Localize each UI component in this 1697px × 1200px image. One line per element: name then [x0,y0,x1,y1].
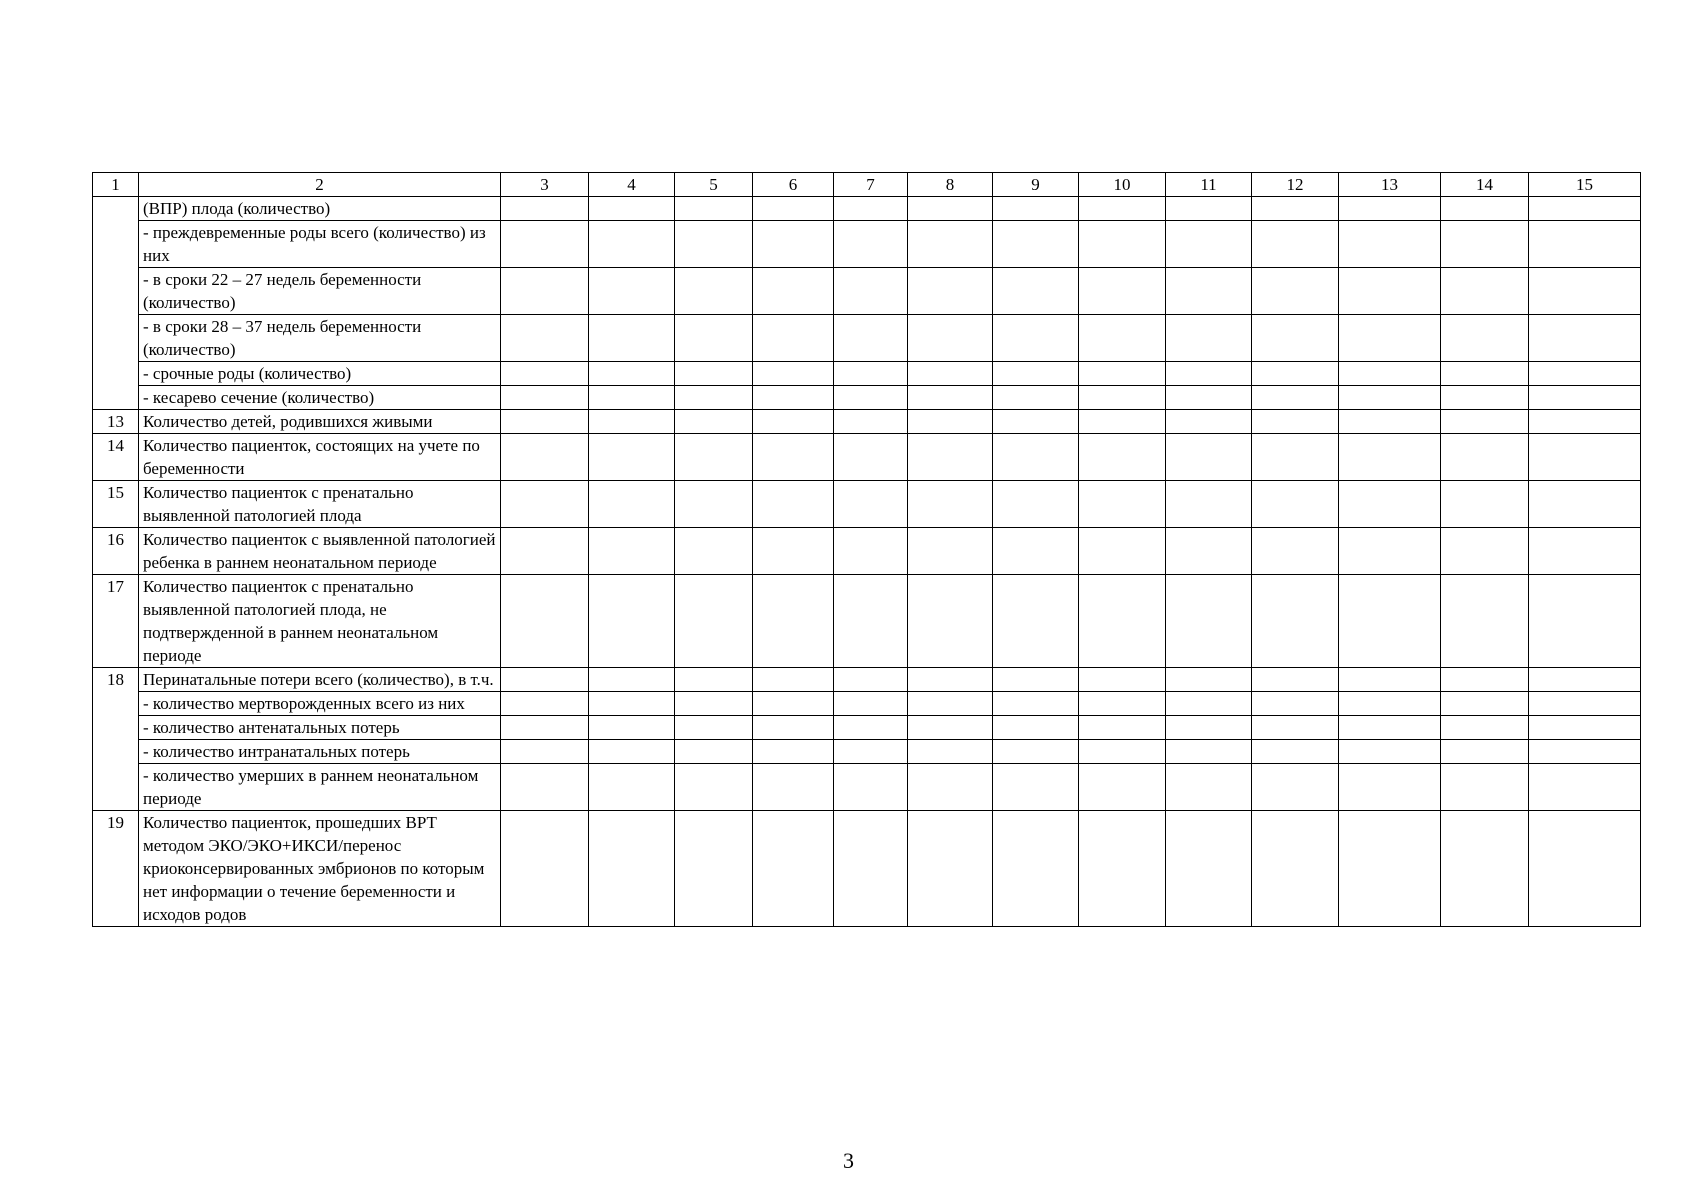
data-cell-col-9[interactable] [993,268,1079,315]
data-cell-col-15[interactable] [1529,221,1641,268]
row-label-cell: - количество интранатальных потерь [139,740,501,764]
data-cell-col-5[interactable] [675,481,753,528]
data-cell-col-4[interactable] [589,692,675,716]
row-number-cell: 19 [93,811,139,927]
data-cell-col-13[interactable] [1339,764,1441,811]
row-label-cell: - кесарево сечение (количество) [139,386,501,410]
data-cell-col-12[interactable] [1252,481,1339,528]
data-cell-col-12[interactable] [1252,764,1339,811]
data-cell-col-8[interactable] [908,268,993,315]
data-cell-col-4[interactable] [589,434,675,481]
data-cell-col-7[interactable] [834,528,908,575]
data-cell-col-5[interactable] [675,692,753,716]
data-cell-col-9[interactable] [993,764,1079,811]
data-cell-col-11[interactable] [1166,197,1252,221]
data-cell-col-14[interactable] [1441,811,1529,927]
data-cell-col-10[interactable] [1079,197,1166,221]
data-cell-col-8[interactable] [908,410,993,434]
data-cell-col-8[interactable] [908,740,993,764]
data-cell-col-6[interactable] [753,575,834,668]
data-cell-col-5[interactable] [675,386,753,410]
row-label-cell: Количество пациенток с пренатально выявленной патологией плода [139,481,501,528]
data-cell-col-6[interactable] [753,764,834,811]
page-number: 3 [843,1148,854,1173]
table-row [93,268,1641,315]
data-cell-col-3[interactable] [501,764,589,811]
row-label-cell: - срочные роды (количество) [139,362,501,386]
row-label-cell: - количество мертворожденных всего из них [139,692,501,716]
data-cell-col-4[interactable] [589,481,675,528]
data-cell-col-7[interactable] [834,764,908,811]
data-cell-col-9[interactable] [993,315,1079,362]
data-cell-col-3[interactable] [501,575,589,668]
data-cell-col-9[interactable] [993,811,1079,927]
header-row [93,173,1641,197]
data-cell-col-4[interactable] [589,668,675,692]
row-number-cell: 14 [93,434,139,481]
data-cell-col-12[interactable] [1252,434,1339,481]
data-cell-col-10[interactable] [1079,481,1166,528]
data-cell-col-11[interactable] [1166,410,1252,434]
data-cell-col-7[interactable] [834,386,908,410]
data-cell-col-3[interactable] [501,410,589,434]
row-number-cell: 15 [93,481,139,528]
data-cell-col-12[interactable] [1252,221,1339,268]
data-cell-col-6[interactable] [753,268,834,315]
data-cell-col-8[interactable] [908,434,993,481]
row-label-cell: Количество пациенток, прошедших ВРТ методом ЭКО/ЭКО+ИКСИ/перенос криоконсервированных эмбрионов по которым нет информации о течение беременности и исходов родов [139,811,501,927]
data-cell-col-13[interactable] [1339,434,1441,481]
data-cell-col-4[interactable] [589,386,675,410]
data-cell-col-4[interactable] [589,221,675,268]
column-header-8: 8 [908,173,993,197]
data-cell-col-5[interactable] [675,221,753,268]
data-cell-col-8[interactable] [908,668,993,692]
data-cell-col-12[interactable] [1252,362,1339,386]
data-cell-col-14[interactable] [1441,575,1529,668]
data-cell-col-6[interactable] [753,481,834,528]
data-cell-col-10[interactable] [1079,740,1166,764]
data-cell-col-4[interactable] [589,811,675,927]
data-cell-col-9[interactable] [993,740,1079,764]
table-row [93,764,1641,811]
data-cell-col-8[interactable] [908,575,993,668]
data-cell-col-9[interactable] [993,221,1079,268]
data-cell-col-5[interactable] [675,362,753,386]
data-cell-col-7[interactable] [834,692,908,716]
data-cell-col-13[interactable] [1339,386,1441,410]
data-cell-col-14[interactable] [1441,221,1529,268]
data-cell-col-14[interactable] [1441,716,1529,740]
data-cell-col-9[interactable] [993,386,1079,410]
data-cell-col-6[interactable] [753,811,834,927]
data-cell-col-12[interactable] [1252,528,1339,575]
data-cell-col-9[interactable] [993,575,1079,668]
data-cell-col-11[interactable] [1166,692,1252,716]
data-cell-col-12[interactable] [1252,575,1339,668]
data-cell-col-9[interactable] [993,668,1079,692]
data-cell-col-12[interactable] [1252,692,1339,716]
data-cell-col-11[interactable] [1166,221,1252,268]
column-header-1: 1 [93,173,139,197]
data-cell-col-15[interactable] [1529,434,1641,481]
data-cell-col-6[interactable] [753,197,834,221]
table-row [93,716,1641,740]
row-label-cell: Количество пациенток с выявленной патологией ребенка в раннем неонатальном периоде [139,528,501,575]
data-cell-col-4[interactable] [589,575,675,668]
data-cell-col-9[interactable] [993,692,1079,716]
data-cell-col-13[interactable] [1339,315,1441,362]
data-cell-col-11[interactable] [1166,575,1252,668]
data-cell-col-14[interactable] [1441,528,1529,575]
table-row [93,528,1641,575]
data-cell-col-15[interactable] [1529,764,1641,811]
data-cell-col-5[interactable] [675,575,753,668]
row-label-cell: Количество пациенток, состоящих на учете по беременности [139,434,501,481]
data-cell-col-15[interactable] [1529,386,1641,410]
data-cell-col-8[interactable] [908,481,993,528]
column-header-15: 15 [1529,173,1641,197]
data-cell-col-10[interactable] [1079,410,1166,434]
data-cell-col-8[interactable] [908,811,993,927]
data-cell-col-3[interactable] [501,668,589,692]
data-cell-col-6[interactable] [753,692,834,716]
data-cell-col-13[interactable] [1339,716,1441,740]
data-cell-col-14[interactable] [1441,434,1529,481]
data-cell-col-10[interactable] [1079,528,1166,575]
table-row [93,575,1641,668]
table-row [93,221,1641,268]
data-cell-col-5[interactable] [675,668,753,692]
data-cell-col-12[interactable] [1252,668,1339,692]
data-cell-col-5[interactable] [675,740,753,764]
data-cell-col-14[interactable] [1441,410,1529,434]
row-label-cell: Количество детей, родившихся живыми [139,410,501,434]
row-label-cell: (ВПР) плода (количество) [139,197,501,221]
data-cell-col-12[interactable] [1252,197,1339,221]
column-header-2: 2 [139,173,501,197]
data-cell-col-3[interactable] [501,716,589,740]
data-cell-col-6[interactable] [753,221,834,268]
data-cell-col-14[interactable] [1441,481,1529,528]
data-cell-col-10[interactable] [1079,362,1166,386]
data-cell-col-6[interactable] [753,716,834,740]
data-cell-col-11[interactable] [1166,434,1252,481]
row-number-cell [93,386,139,410]
data-cell-col-15[interactable] [1529,197,1641,221]
data-cell-col-10[interactable] [1079,764,1166,811]
data-cell-col-5[interactable] [675,716,753,740]
data-cell-col-5[interactable] [675,315,753,362]
data-cell-col-10[interactable] [1079,268,1166,315]
data-cell-col-10[interactable] [1079,386,1166,410]
column-header-3: 3 [501,173,589,197]
row-number-cell: 18 [93,668,139,692]
data-cell-col-3[interactable] [501,692,589,716]
data-cell-col-5[interactable] [675,764,753,811]
column-header-11: 11 [1166,173,1252,197]
data-cell-col-11[interactable] [1166,668,1252,692]
data-cell-col-15[interactable] [1529,268,1641,315]
data-cell-col-6[interactable] [753,434,834,481]
row-number-cell [93,740,139,764]
table-row [93,481,1641,528]
table-row [93,668,1641,692]
data-cell-col-13[interactable] [1339,692,1441,716]
data-cell-col-6[interactable] [753,386,834,410]
data-cell-col-13[interactable] [1339,362,1441,386]
document-sheet [92,172,1640,927]
row-number-cell [93,764,139,811]
data-cell-col-3[interactable] [501,386,589,410]
data-cell-col-7[interactable] [834,315,908,362]
data-cell-col-7[interactable] [834,481,908,528]
data-cell-col-13[interactable] [1339,268,1441,315]
row-number-cell [93,268,139,315]
data-cell-col-5[interactable] [675,410,753,434]
data-cell-col-15[interactable] [1529,315,1641,362]
data-cell-col-4[interactable] [589,315,675,362]
data-cell-col-8[interactable] [908,386,993,410]
data-cell-col-14[interactable] [1441,740,1529,764]
data-cell-col-11[interactable] [1166,481,1252,528]
data-cell-col-9[interactable] [993,528,1079,575]
data-cell-col-9[interactable] [993,481,1079,528]
table-row [93,740,1641,764]
row-label-cell: - преждевременные роды всего (количество) из них [139,221,501,268]
data-cell-col-15[interactable] [1529,740,1641,764]
data-cell-col-5[interactable] [675,811,753,927]
data-cell-col-7[interactable] [834,362,908,386]
column-header-7: 7 [834,173,908,197]
data-cell-col-11[interactable] [1166,716,1252,740]
data-cell-col-4[interactable] [589,528,675,575]
data-cell-col-6[interactable] [753,362,834,386]
data-cell-col-10[interactable] [1079,716,1166,740]
row-number-cell: 13 [93,410,139,434]
data-cell-col-3[interactable] [501,197,589,221]
data-cell-col-3[interactable] [501,528,589,575]
data-cell-col-6[interactable] [753,668,834,692]
data-cell-col-10[interactable] [1079,668,1166,692]
data-cell-col-7[interactable] [834,811,908,927]
data-cell-col-3[interactable] [501,315,589,362]
data-cell-col-13[interactable] [1339,740,1441,764]
data-cell-col-15[interactable] [1529,528,1641,575]
data-cell-col-7[interactable] [834,410,908,434]
data-cell-col-6[interactable] [753,315,834,362]
data-cell-col-9[interactable] [993,197,1079,221]
table-row [93,362,1641,386]
data-cell-col-9[interactable] [993,362,1079,386]
data-cell-col-7[interactable] [834,221,908,268]
table-row [93,434,1641,481]
data-cell-col-15[interactable] [1529,668,1641,692]
data-cell-col-14[interactable] [1441,362,1529,386]
data-cell-col-8[interactable] [908,315,993,362]
data-cell-col-14[interactable] [1441,315,1529,362]
data-cell-col-13[interactable] [1339,197,1441,221]
table-row [93,811,1641,927]
data-cell-col-4[interactable] [589,362,675,386]
data-cell-col-9[interactable] [993,410,1079,434]
data-cell-col-5[interactable] [675,268,753,315]
column-header-5: 5 [675,173,753,197]
data-cell-col-11[interactable] [1166,386,1252,410]
data-cell-col-13[interactable] [1339,668,1441,692]
data-cell-col-7[interactable] [834,434,908,481]
data-cell-col-12[interactable] [1252,386,1339,410]
row-number-cell [93,692,139,716]
statistics-table [92,172,1641,927]
row-number-cell [93,197,139,221]
data-cell-col-6[interactable] [753,740,834,764]
table-row [93,692,1641,716]
data-cell-col-15[interactable] [1529,481,1641,528]
data-cell-col-7[interactable] [834,716,908,740]
data-cell-col-15[interactable] [1529,410,1641,434]
data-cell-col-13[interactable] [1339,221,1441,268]
data-cell-col-15[interactable] [1529,811,1641,927]
data-cell-col-13[interactable] [1339,481,1441,528]
table-body [93,197,1641,927]
data-cell-col-11[interactable] [1166,528,1252,575]
data-cell-col-7[interactable] [834,740,908,764]
data-cell-col-3[interactable] [501,481,589,528]
row-number-cell [93,315,139,362]
column-header-4: 4 [589,173,675,197]
data-cell-col-13[interactable] [1339,410,1441,434]
data-cell-col-6[interactable] [753,528,834,575]
row-number-cell: 17 [93,575,139,668]
data-cell-col-10[interactable] [1079,575,1166,668]
data-cell-col-6[interactable] [753,410,834,434]
data-cell-col-10[interactable] [1079,692,1166,716]
column-header-12: 12 [1252,173,1339,197]
data-cell-col-11[interactable] [1166,315,1252,362]
data-cell-col-8[interactable] [908,528,993,575]
row-number-cell [93,716,139,740]
data-cell-col-8[interactable] [908,221,993,268]
data-cell-col-10[interactable] [1079,315,1166,362]
data-cell-col-4[interactable] [589,410,675,434]
data-cell-col-10[interactable] [1079,434,1166,481]
data-cell-col-14[interactable] [1441,764,1529,811]
data-cell-col-11[interactable] [1166,268,1252,315]
data-cell-col-14[interactable] [1441,668,1529,692]
data-cell-col-11[interactable] [1166,811,1252,927]
data-cell-col-11[interactable] [1166,764,1252,811]
data-cell-col-15[interactable] [1529,362,1641,386]
data-cell-col-8[interactable] [908,716,993,740]
data-cell-col-8[interactable] [908,692,993,716]
data-cell-col-14[interactable] [1441,197,1529,221]
table-row [93,197,1641,221]
data-cell-col-14[interactable] [1441,386,1529,410]
column-header-14: 14 [1441,173,1529,197]
data-cell-col-3[interactable] [501,221,589,268]
data-cell-col-15[interactable] [1529,716,1641,740]
data-cell-col-13[interactable] [1339,811,1441,927]
data-cell-col-13[interactable] [1339,575,1441,668]
data-cell-col-13[interactable] [1339,528,1441,575]
data-cell-col-4[interactable] [589,268,675,315]
data-cell-col-8[interactable] [908,197,993,221]
data-cell-col-5[interactable] [675,197,753,221]
data-cell-col-3[interactable] [501,740,589,764]
data-cell-col-5[interactable] [675,434,753,481]
data-cell-col-14[interactable] [1441,268,1529,315]
row-label-cell: - в сроки 28 – 37 недель беременности (количество) [139,315,501,362]
data-cell-col-4[interactable] [589,197,675,221]
row-label-cell: Количество пациенток с пренатально выявленной патологией плода, не подтвержденной в раннем неонатальном периоде [139,575,501,668]
data-cell-col-7[interactable] [834,197,908,221]
data-cell-col-15[interactable] [1529,692,1641,716]
row-number-cell [93,221,139,268]
column-header-13: 13 [1339,173,1441,197]
data-cell-col-11[interactable] [1166,740,1252,764]
data-cell-col-9[interactable] [993,434,1079,481]
data-cell-col-7[interactable] [834,668,908,692]
data-cell-col-7[interactable] [834,575,908,668]
row-label-cell: - в сроки 22 – 27 недель беременности (количество) [139,268,501,315]
data-cell-col-10[interactable] [1079,811,1166,927]
data-cell-col-12[interactable] [1252,315,1339,362]
column-header-9: 9 [993,173,1079,197]
data-cell-col-3[interactable] [501,811,589,927]
data-cell-col-15[interactable] [1529,575,1641,668]
data-cell-col-10[interactable] [1079,221,1166,268]
data-cell-col-11[interactable] [1166,362,1252,386]
data-cell-col-9[interactable] [993,716,1079,740]
data-cell-col-4[interactable] [589,740,675,764]
data-cell-col-4[interactable] [589,716,675,740]
data-cell-col-3[interactable] [501,434,589,481]
data-cell-col-12[interactable] [1252,716,1339,740]
row-number-cell: 16 [93,528,139,575]
data-cell-col-12[interactable] [1252,268,1339,315]
row-number-cell [93,362,139,386]
data-cell-col-14[interactable] [1441,692,1529,716]
data-cell-col-12[interactable] [1252,410,1339,434]
data-cell-col-7[interactable] [834,268,908,315]
data-cell-col-3[interactable] [501,268,589,315]
data-cell-col-5[interactable] [675,528,753,575]
table-row [93,386,1641,410]
data-cell-col-12[interactable] [1252,811,1339,927]
table-row [93,315,1641,362]
row-label-cell: Перинатальные потери всего (количество), в т.ч. [139,668,501,692]
data-cell-col-4[interactable] [589,764,675,811]
table-row [93,410,1641,434]
data-cell-col-8[interactable] [908,764,993,811]
column-header-10: 10 [1079,173,1166,197]
table-header [93,173,1641,197]
data-cell-col-8[interactable] [908,362,993,386]
data-cell-col-3[interactable] [501,362,589,386]
row-label-cell: - количество антенатальных потерь [139,716,501,740]
row-label-cell: - количество умерших в раннем неонатальном периоде [139,764,501,811]
column-header-6: 6 [753,173,834,197]
data-cell-col-12[interactable] [1252,740,1339,764]
